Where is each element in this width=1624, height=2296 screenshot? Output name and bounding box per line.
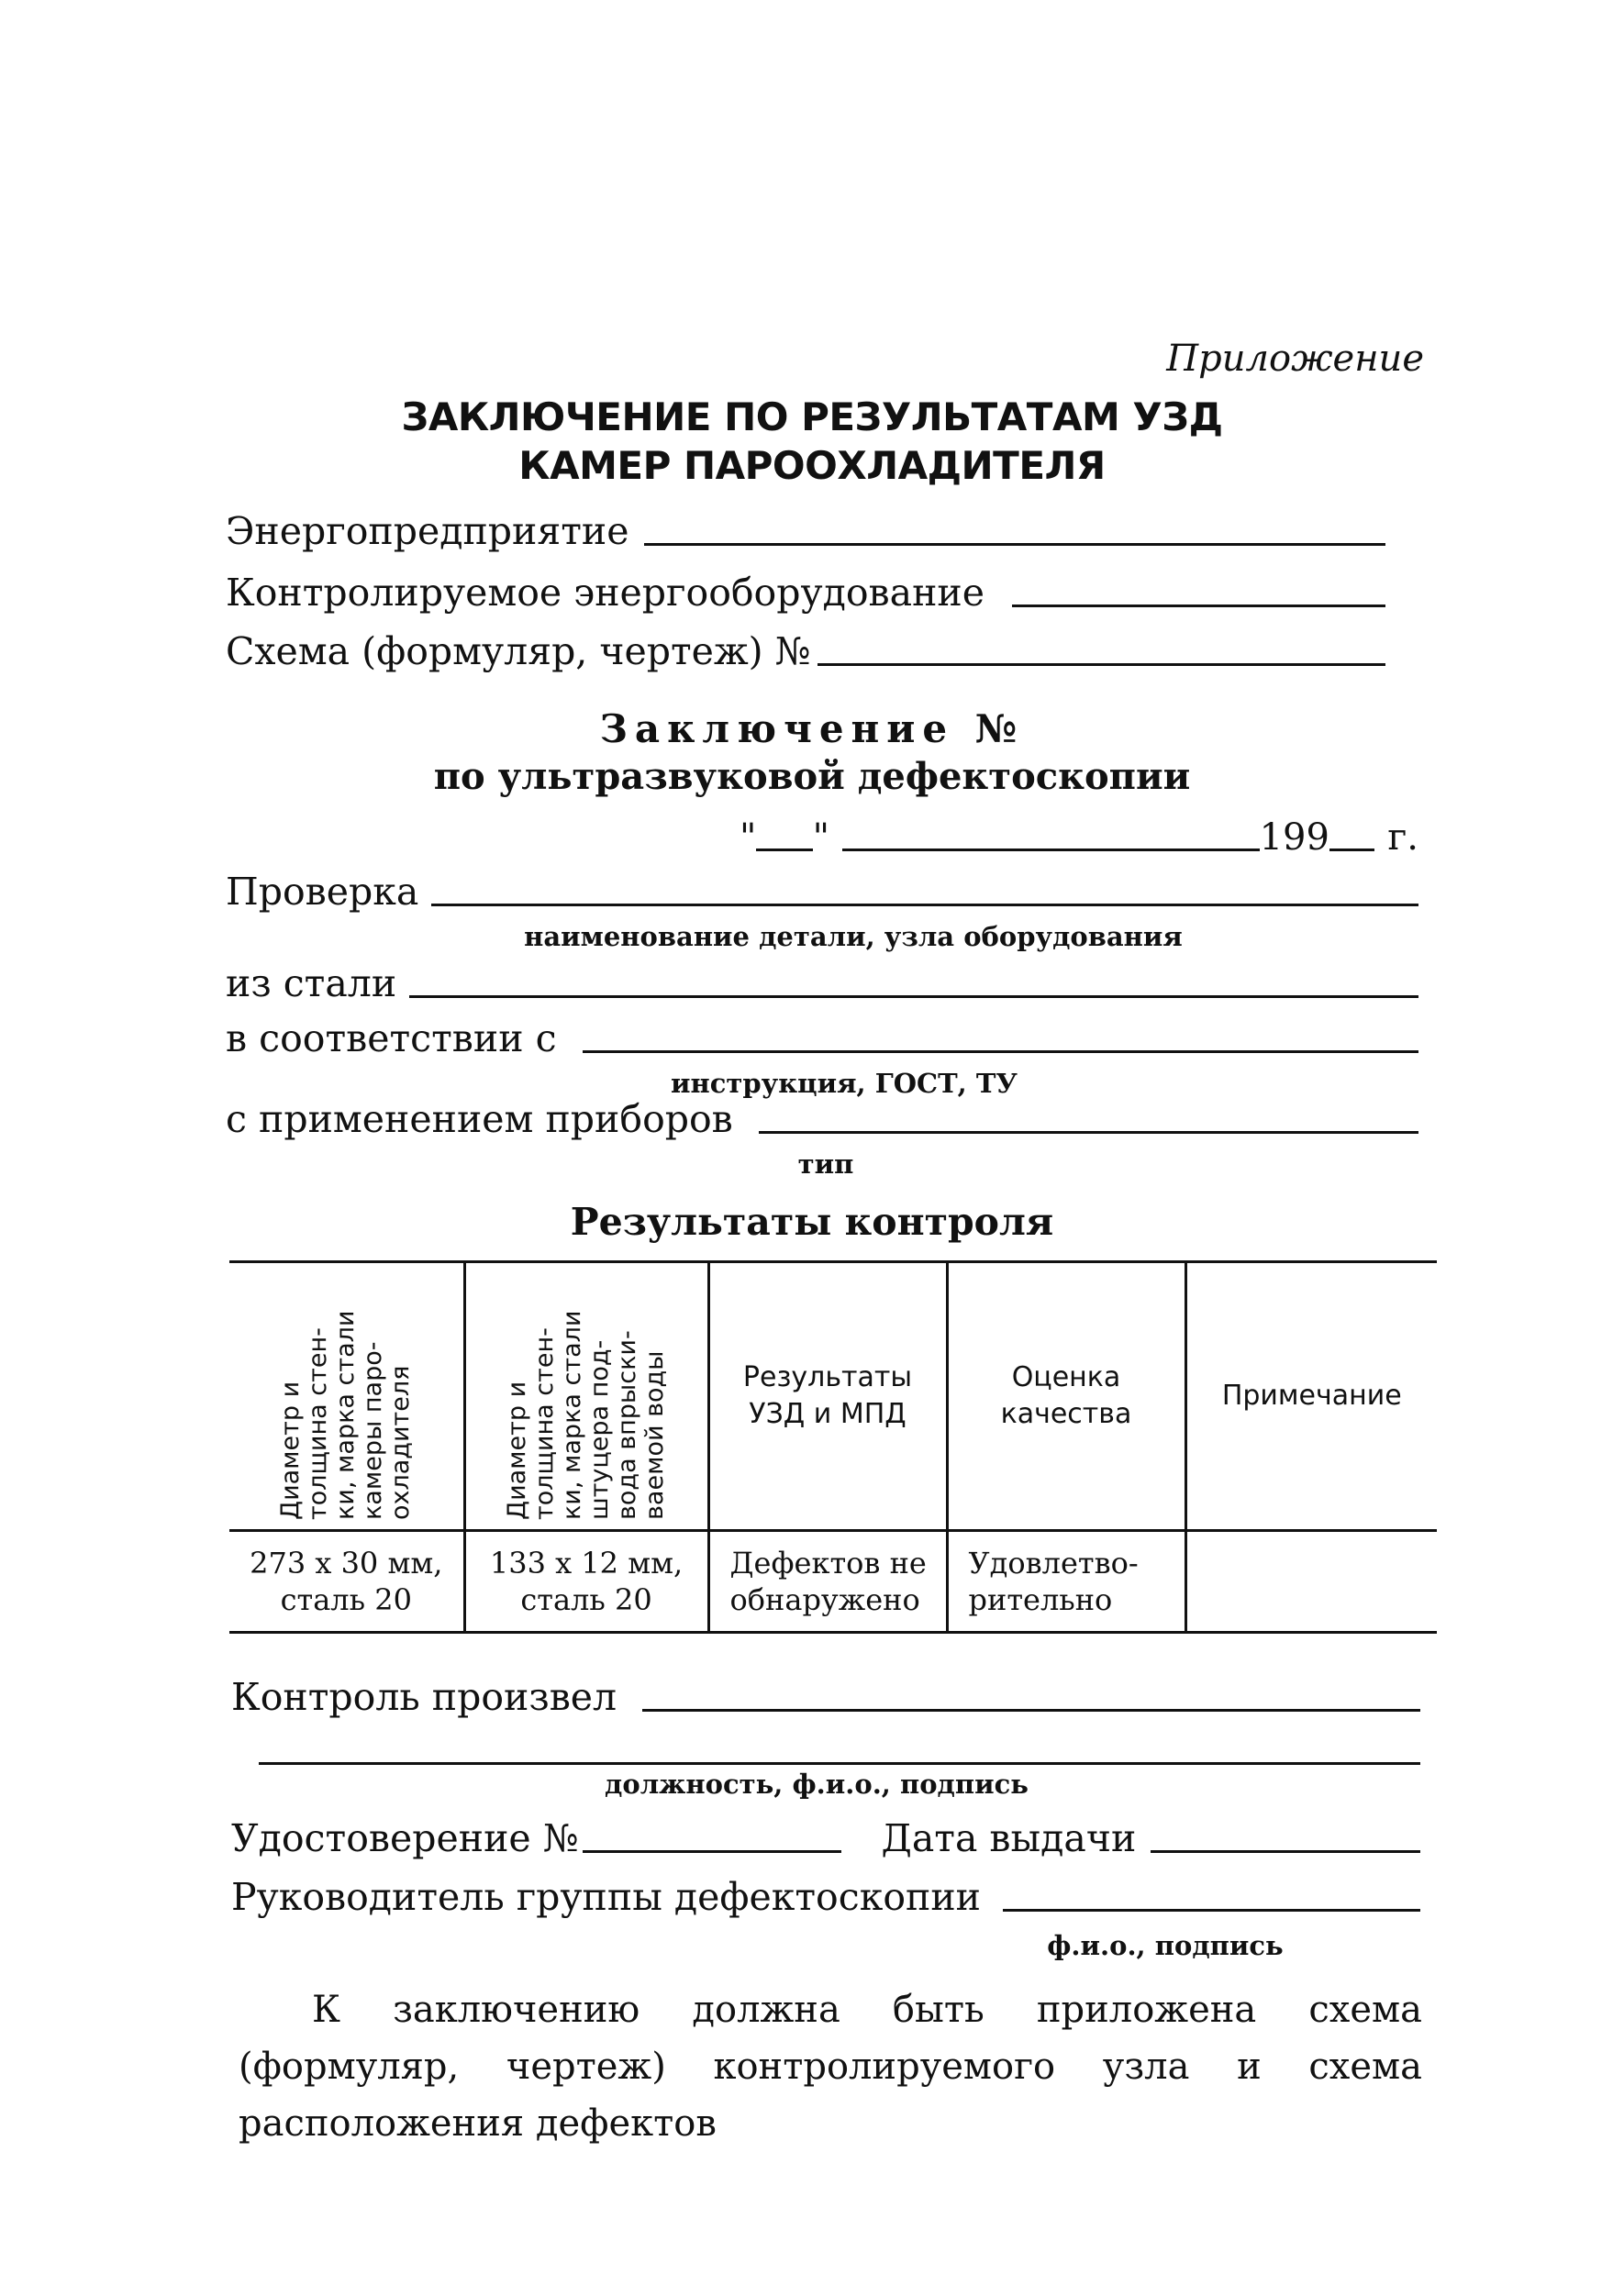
- accordance-line: [583, 1049, 1418, 1053]
- group-head-label: Руководитель группы дефектоскопии: [231, 1875, 981, 1919]
- appendix-label: Приложение: [1166, 338, 1424, 380]
- certificate-field: [231, 1816, 1420, 1860]
- performed-label: Контроль произвел: [231, 1675, 617, 1719]
- group-head-caption: ф.и.о., подпись: [1047, 1930, 1284, 1961]
- scheme-label: Схема (формуляр, чертеж) №: [226, 629, 811, 673]
- date-year-prefix: 199: [1259, 816, 1329, 859]
- date-year-line: [1329, 848, 1374, 851]
- header-quality-text: Оценка качества: [1000, 1361, 1132, 1430]
- equipment-line: [1012, 604, 1385, 607]
- enterprise-line: [644, 542, 1386, 546]
- document-title-line2: КАМЕР ПАРООХЛАДИТЕЛЯ: [518, 443, 1106, 488]
- enterprise-label: Энергопредприятие: [226, 509, 629, 553]
- results-table: [229, 1260, 1437, 1634]
- scheme-line: [818, 662, 1385, 666]
- check-line: [431, 903, 1418, 906]
- performed-field: [231, 1675, 1420, 1719]
- accordance-field: [226, 1016, 1418, 1060]
- date-close-quote: ": [812, 816, 830, 859]
- document-title-line1: ЗАКЛЮЧЕНИЕ ПО РЕЗУЛЬТАТАМ УЗД: [401, 394, 1223, 439]
- issue-date-line: [1151, 1849, 1420, 1853]
- header-quality: [947, 1262, 1185, 1531]
- header-chamber-diameter: [229, 1262, 464, 1531]
- instruments-line: [759, 1130, 1418, 1134]
- check-field: [226, 870, 1418, 914]
- steel-label: из стали: [226, 961, 397, 1005]
- conclusion-subtitle: по ультразвуковой дефектоскопии: [433, 755, 1191, 798]
- cell-quality: Удовлетво- рительно: [947, 1531, 1185, 1633]
- conclusion-title: Заключение №: [599, 706, 1025, 751]
- header-nozzle-diameter: [464, 1262, 708, 1531]
- table-header-row: [229, 1262, 1437, 1531]
- date-month-line: [842, 848, 1260, 851]
- date-open-quote: ": [740, 816, 757, 859]
- results-title: Результаты контроля: [570, 1200, 1054, 1244]
- equipment-label: Контролируемое энергооборудование: [226, 571, 984, 615]
- steel-field: [226, 961, 1418, 1005]
- cell-results: Дефектов не обнаружено: [708, 1531, 947, 1633]
- accordance-label: в соответствии с: [226, 1016, 557, 1060]
- group-head-line: [1003, 1908, 1420, 1912]
- instruments-caption: тип: [797, 1148, 854, 1180]
- check-label: Проверка: [226, 870, 419, 914]
- enterprise-field: [226, 509, 1391, 553]
- footer-note: К заключению должна быть приложена схема (формуляр, чертеж) контролируемого узла и схема расположения дефектов: [239, 1989, 1422, 2145]
- cell-note: [1185, 1531, 1437, 1633]
- cell-nozzle-diameter: 133 х 12 мм, сталь 20: [464, 1531, 708, 1633]
- check-caption: наименование детали, узла оборудования: [524, 921, 1183, 952]
- certificate-label: Удостоверение №: [231, 1816, 579, 1860]
- certificate-line: [583, 1849, 841, 1853]
- scheme-field: [226, 629, 1391, 673]
- steel-line: [409, 994, 1418, 998]
- cell-chamber-diameter: 273 х 30 мм, сталь 20: [229, 1531, 464, 1633]
- performed-caption: должность, ф.и.о., подпись: [605, 1769, 1029, 1800]
- date-field: [740, 816, 1418, 859]
- issue-date-label: Дата выдачи: [881, 1816, 1137, 1860]
- performed-second-line: [259, 1761, 1420, 1765]
- header-results: [708, 1262, 947, 1531]
- group-head-field: [231, 1875, 1420, 1919]
- header-results-text: Результаты УЗД и МПД: [742, 1361, 913, 1430]
- performed-line: [642, 1708, 1420, 1712]
- equipment-field: [226, 571, 1391, 615]
- instruments-label: с применением приборов: [226, 1097, 733, 1141]
- header-nozzle-diameter-text: Диаметр и толщина стен- ки, марка стали штуцера под- вода впрыски- ваемой воды: [503, 1310, 669, 1520]
- instruments-field: [226, 1097, 1418, 1141]
- date-year-suffix: г.: [1387, 816, 1419, 859]
- table-row: [229, 1531, 1437, 1633]
- header-note: [1185, 1262, 1437, 1531]
- date-day-line: [756, 848, 812, 851]
- header-chamber-diameter-text: Диаметр и толщина стен- ки, марка стали камеры паро- охладителя: [276, 1310, 416, 1520]
- header-note-text: Примечание: [1221, 1380, 1402, 1412]
- accordance-caption: инструкция, ГОСТ, ТУ: [671, 1068, 1018, 1099]
